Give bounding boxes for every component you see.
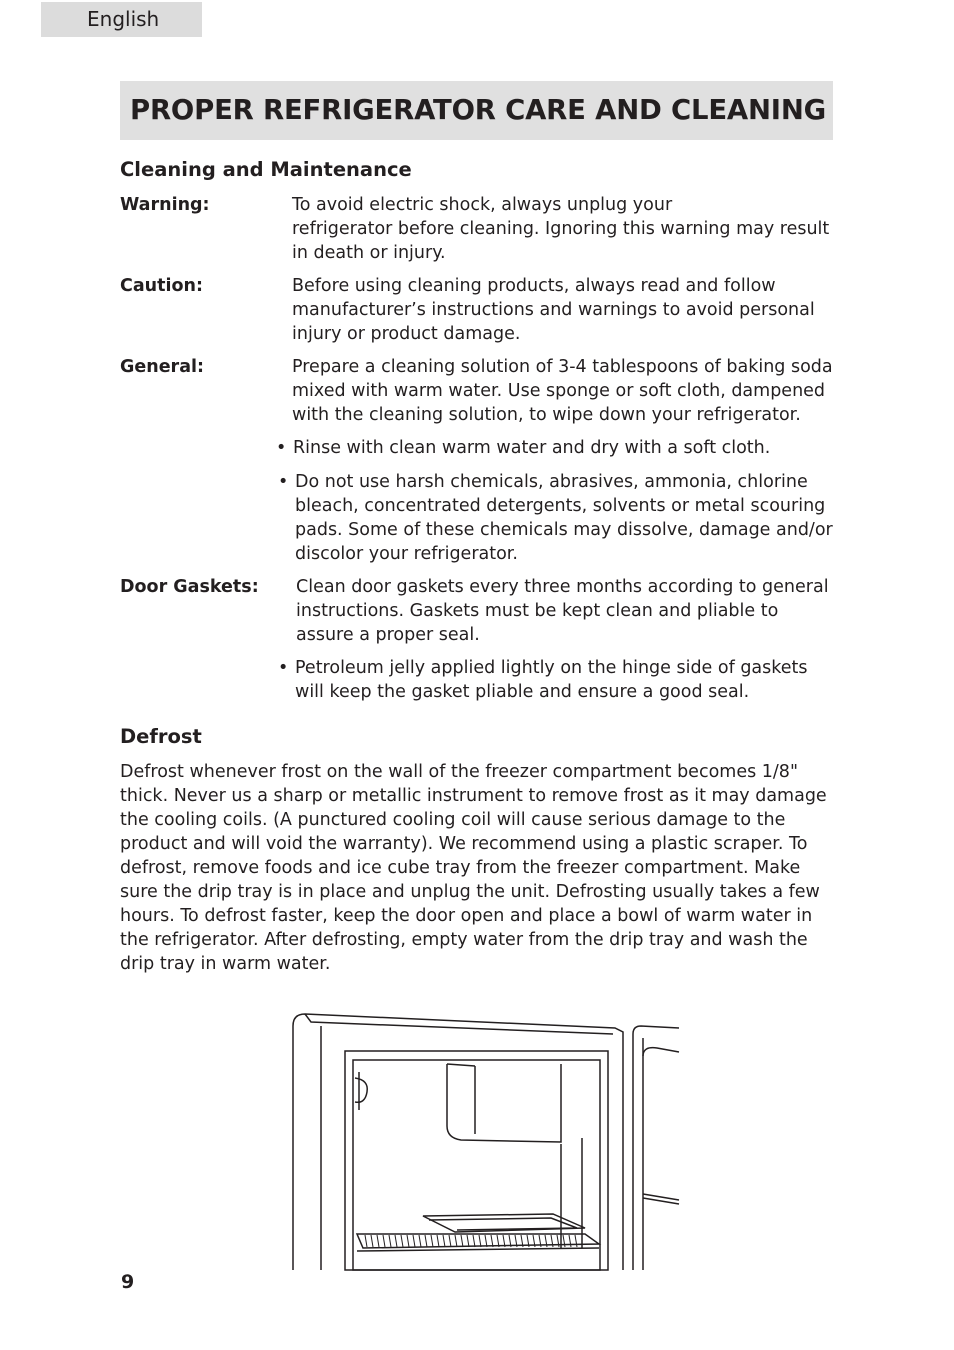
bullet-line: bleach, concentrated detergents, solvents or metal scouring — [295, 496, 826, 516]
term-warning: Warning: — [120, 195, 210, 215]
term-caution: Caution: — [120, 276, 203, 296]
defrost-line: hours. To defrost faster, keep the door open and place a bowl of warm water in — [120, 906, 813, 926]
warning-line: To avoid electric shock, always unplug your — [292, 195, 673, 215]
general-text — [292, 355, 833, 427]
warning-text — [292, 193, 829, 265]
bullet-line: pads. Some of these chemicals may dissolve, damage and/or — [295, 520, 833, 540]
general-line: Prepare a cleaning solution of 3-4 tablespoons of baking soda — [292, 357, 833, 377]
page-title: PROPER REFRIGERATOR CARE AND CLEANING — [130, 94, 827, 126]
gaskets-line: Clean door gaskets every three months according to general — [296, 577, 829, 597]
caution-text — [292, 274, 815, 346]
bullet-line: Petroleum jelly applied lightly on the hinge side of gaskets — [295, 658, 808, 678]
defrost-line: sure the drip tray is in place and unplug the unit. Defrosting usually takes a few — [120, 882, 820, 902]
defrost-line: Defrost whenever frost on the wall of the freezer compartment becomes 1/8" — [120, 762, 798, 782]
caution-line: injury or product damage. — [292, 324, 521, 344]
bullet-line: Do not use harsh chemicals, abrasives, ammonia, chlorine — [295, 472, 808, 492]
caution-line: manufacturer’s instructions and warnings to avoid personal — [292, 300, 815, 320]
refrigerator-illustration — [285, 1008, 685, 1273]
warning-line: in death or injury. — [292, 243, 446, 263]
defrost-line: product and will void the warranty). We recommend using a plastic scraper. To — [120, 834, 808, 854]
bullet-item — [276, 436, 770, 460]
defrost-text — [120, 760, 827, 976]
defrost-line: defrost, remove foods and ice cube tray from the freezer compartment. Make — [120, 858, 801, 878]
language-tab: English — [41, 2, 202, 37]
defrost-line: the refrigerator. After defrosting, empty water from the drip tray and wash the — [120, 930, 808, 950]
bullet-item — [278, 470, 833, 566]
term-door-gaskets: Door Gaskets: — [120, 577, 259, 597]
gaskets-text — [296, 575, 829, 647]
bullet-dot: • — [278, 658, 289, 678]
section-heading-defrost: Defrost — [120, 725, 202, 748]
bullet-line: Rinse with clean warm water and dry with a soft cloth. — [293, 438, 771, 458]
title-bar — [120, 81, 833, 140]
warning-line: refrigerator before cleaning. Ignoring this warning may result — [292, 219, 830, 239]
general-line: mixed with warm water. Use sponge or soft cloth, dampened — [292, 381, 826, 401]
page-number: 9 — [121, 1271, 135, 1293]
bullet-line: will keep the gasket pliable and ensure a good seal. — [295, 682, 750, 702]
bullet-line: discolor your refrigerator. — [295, 544, 518, 564]
gaskets-line: instructions. Gaskets must be kept clean and pliable to — [296, 601, 779, 621]
bullet-item — [278, 656, 808, 704]
defrost-line: thick. Never us a sharp or metallic instrument to remove frost as it may damage — [120, 786, 827, 806]
bullet-dot: • — [276, 438, 287, 458]
section-heading-cleaning: Cleaning and Maintenance — [120, 158, 412, 181]
general-line: with the cleaning solution, to wipe down your refrigerator. — [292, 405, 801, 425]
defrost-line: the cooling coils. (A punctured cooling coil will cause serious damage to the — [120, 810, 786, 830]
term-general: General: — [120, 357, 204, 377]
defrost-line: drip tray in warm water. — [120, 954, 331, 974]
gaskets-line: assure a proper seal. — [296, 625, 480, 645]
bullet-dot: • — [278, 472, 289, 492]
caution-line: Before using cleaning products, always read and follow — [292, 276, 776, 296]
